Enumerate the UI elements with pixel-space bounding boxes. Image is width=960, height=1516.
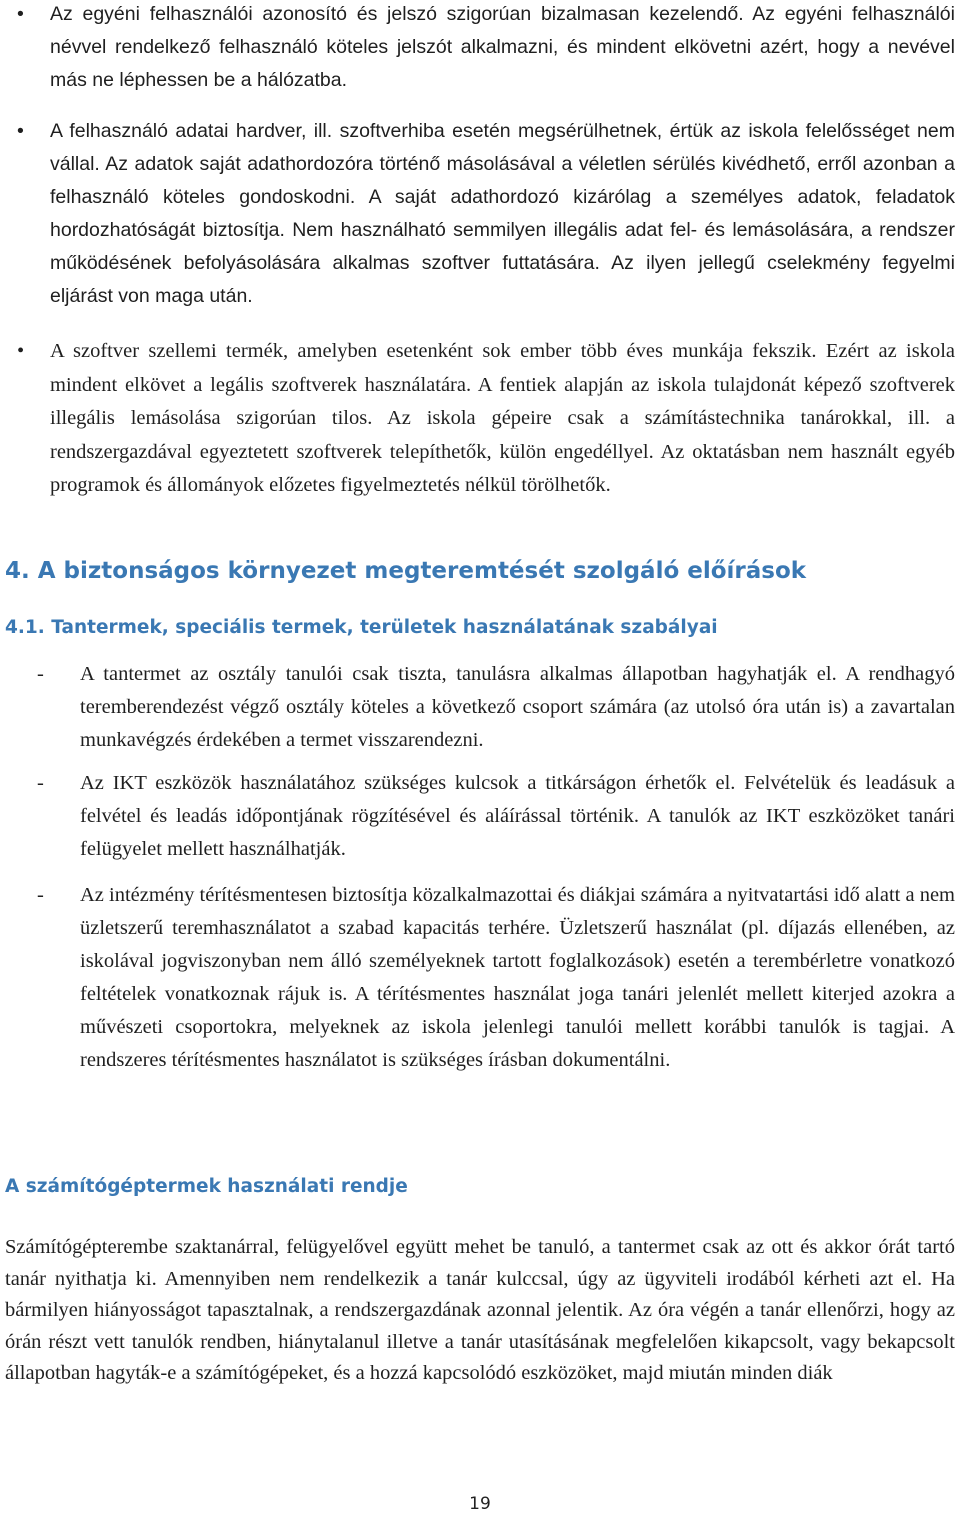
dash-marker: - — [37, 663, 44, 685]
bullet-item-software — [17, 335, 955, 503]
bullet-marker: • — [17, 340, 25, 362]
bullet-text: A szoftver szellemi termék, amelyben esetenként sok ember több éves munkája fekszik. Ezért az iskola mindent elkövet a legális szoftverek használatára. A fentiek alapján az iskola tulajdonát képező szoftverek illegális lemásolása szigorúan tilos. Az iskola gépeire csak a számítástechnika tanárokkal, ill. a rendszergazdával egyeztetett szoftverek telepíthetők, külön engedéllyel. Az oktatásban nem használt egyéb programok és állományok előzetes figyelmeztetés nélkül törölhetők. — [50, 340, 955, 496]
dash-item-ikt-keys — [37, 767, 955, 866]
dash-item-classroom — [37, 658, 955, 757]
dash-list-item-3-wrap — [37, 879, 955, 1077]
dash-text: Az IKT eszközök használatához szükséges kulcsok a titkárságon érhetők el. Felvételük és leadásuk a felvétel és leadás időpontjának rögzítésével és aláírással történik. A tanulók az IKT eszközöket tanári felügyelet mellett használhatják. — [80, 772, 955, 860]
bullet-item-credentials — [17, 0, 955, 97]
dash-list-item-1-wrap — [37, 658, 955, 757]
bullet-text: A felhasználó adatai hardver, ill. szoftverhiba esetén megsérülhetnek, értük az iskola felelősséget nem vállal. Az adatok saját adathordozóra történő másolásával a véletlen sérülés kivédhető, erről azonban a felhasználó köteles gondoskodni. A saját adathordozó kizárólag a személyes adatok, feladatok hordozhatóságát biztosítja. Nem használható semmilyen illegális adat fel- és lemásolására, a rendszer működésének befolyásolására alkalmas szoftver futtatására. Az ilyen jellegű cselekmény fegyelmi eljárást von maga után. — [50, 120, 955, 307]
bullet-list-bottom — [17, 335, 955, 503]
dash-text: A tantermet az osztály tanulói csak tiszta, tanulásra alkalmas állapotban hagyhatják el. A rendhagyó teremberendezést végző osztály köteles a következő csoport számára (az utolsó óra után is) a zavartalan munkavégzés érdekében a termet visszarendezni. — [80, 663, 955, 751]
bullet-text: Az egyéni felhasználói azonosító és jelszó szigorúan bizalmasan kezelendő. Az egyéni felhasználói névvel rendelkező felhasználó köteles jelszót alkalmazni, és mindent elkövetni azért, hogy a nevével más ne léphessen be a hálózatba. — [50, 3, 955, 91]
dash-marker: - — [37, 772, 44, 794]
dash-item-room-usage — [37, 879, 955, 1077]
section-heading-4: 4. A biztonságos környezet megteremtését szolgáló előírások — [5, 558, 807, 584]
section-heading-computer-room: A számítógéptermek használati rendje — [5, 1176, 408, 1197]
dash-marker: - — [37, 884, 44, 906]
bullet-item-user-data — [17, 115, 955, 313]
page-number: 19 — [469, 1494, 491, 1514]
bullet-marker: • — [17, 120, 24, 142]
dash-list-item-2-wrap — [37, 767, 955, 866]
dash-text: Az intézmény térítésmentesen biztosítja közalkalmazottai és diákjai számára a nyitvatartási idő alatt a nem üzletszerű teremhasználatot a szabad kapacitás terhére. Üzletszerű használat (pl. díjazás ellenében, az iskolával jogviszonyban nem álló személyeknek tartott foglalkozások) esetén a terembérletre vonatkozó feltételek vonatkoznak rájuk is. A térítésmentes használat joga tanári jelenlét mellett kiterjed azokra a művészeti csoportokra, melyeknek az iskola jelenlegi tanulói mellett korábbi tanulók is tagjai. A rendszeres térítésmentes használatot is szükséges írásban dokumentálni. — [80, 884, 955, 1071]
bullet-list-top — [17, 0, 955, 97]
section-heading-4-1: 4.1. Tantermek, speciális termek, területek használatának szabályai — [5, 617, 718, 638]
bullet-marker: • — [17, 3, 24, 25]
computer-room-paragraph: Számítógépterembe szaktanárral, felügyelővel együtt mehet be tanuló, a tantermet csak az ott és akkor órát tartó tanár nyithatja ki. Amennyiben nem rendelkezik a tanár kulccsal, úgy az ügyviteli irodából kérheti azt el. Ha bármilyen hiányosságot tapasztalnak, a rendszergazdának azonnal jelentik. Az óra végén a tanár ellenőrzi, hogy az órán részt vett tanulók rendben, hiánytalanul illetve a tanár utasításának megfelelően kikapcsolt, vagy bekapcsolt állapotban hagyták-e a számítógépeket, és a hozzá kapcsolódó eszközöket, majd miután minden diák — [5, 1236, 955, 1384]
bullet-list-middle — [17, 115, 955, 313]
